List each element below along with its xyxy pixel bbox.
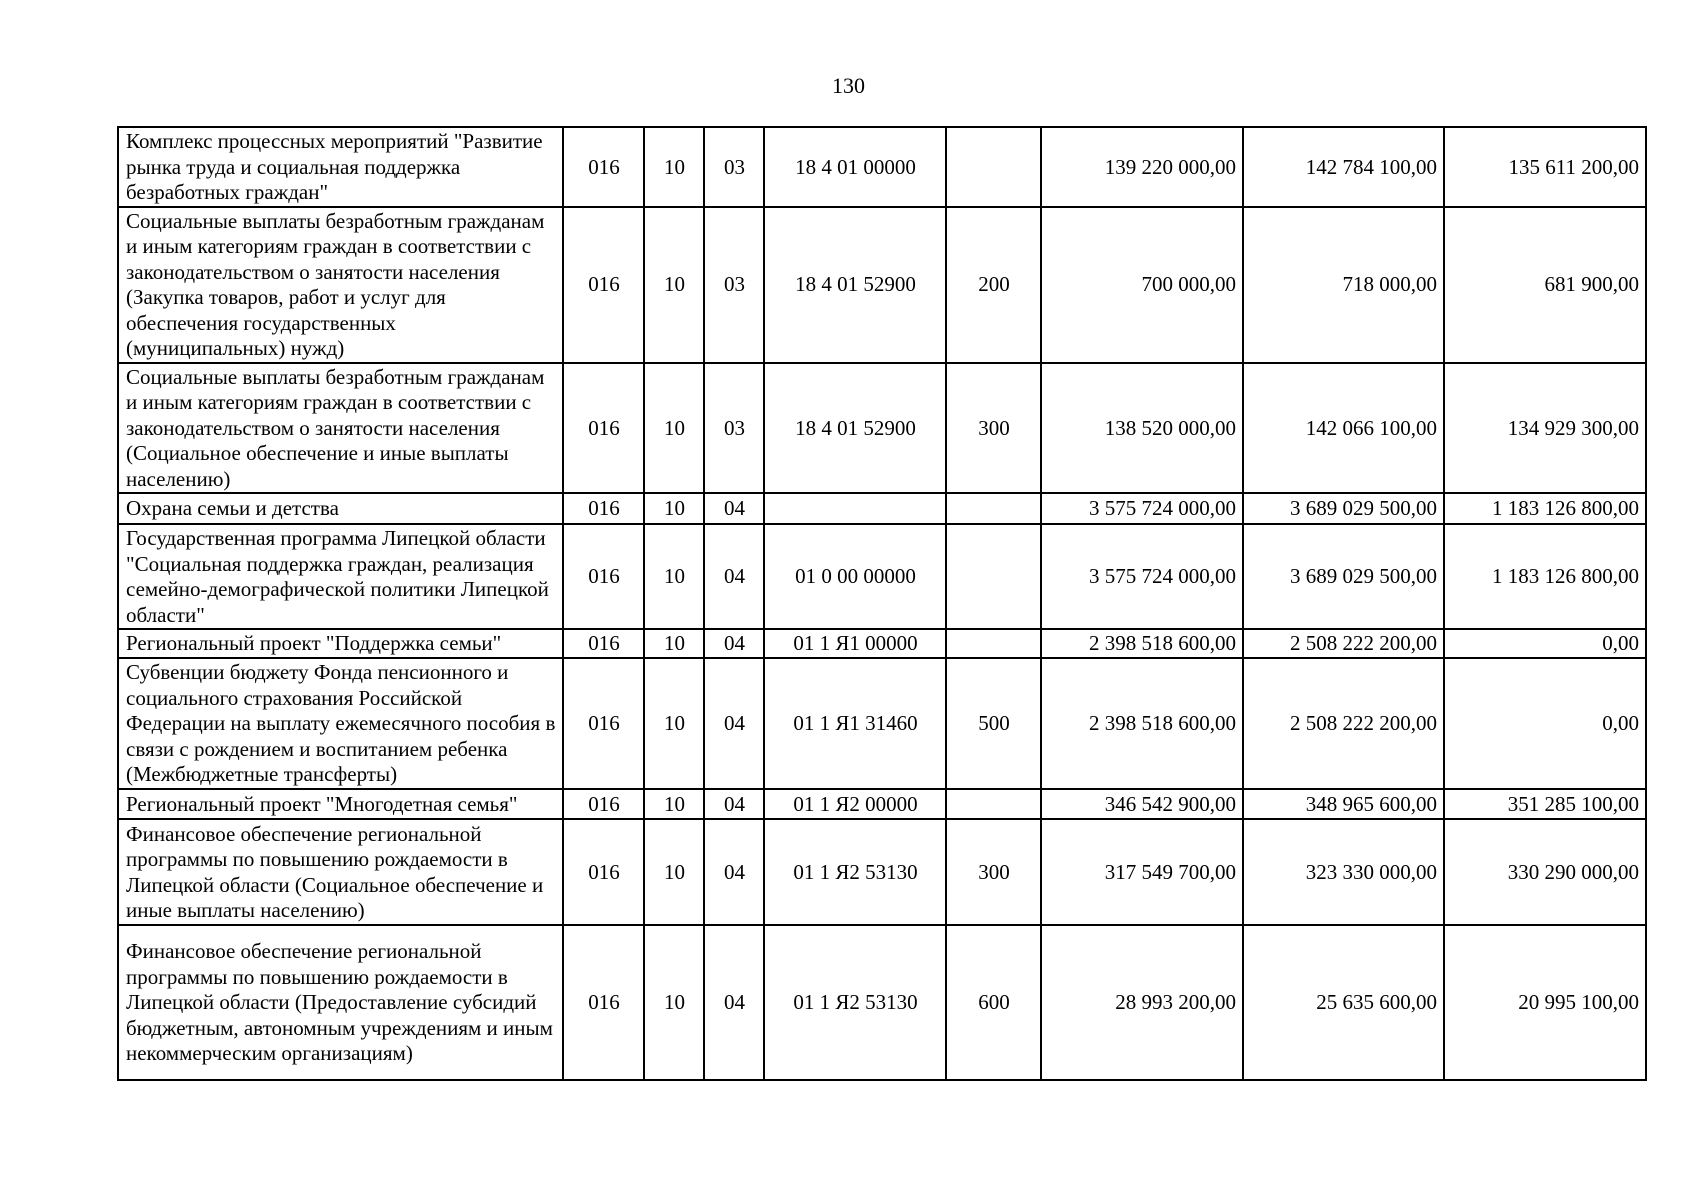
section-code: 10: [644, 127, 704, 207]
row-name: Социальные выплаты безработным гражданам и иным категориям граждан в соответствии с законодательством о занятости населения (Социальное обеспечение и иные выплаты населению): [118, 363, 563, 494]
amount-col-1: 700 000,00: [1041, 207, 1243, 363]
section-code: 10: [644, 789, 704, 819]
subsection-code: 04: [704, 658, 764, 789]
amount-col-2: 3 689 029 500,00: [1243, 524, 1444, 629]
amount-col-1: 3 575 724 000,00: [1041, 524, 1243, 629]
amount-col-3: 20 995 100,00: [1444, 925, 1646, 1080]
amount-col-1: 139 220 000,00: [1041, 127, 1243, 207]
target-code: 01 1 Я1 31460: [764, 658, 946, 789]
amount-col-2: 142 066 100,00: [1243, 363, 1444, 494]
row-name: Региональный проект "Поддержка семьи": [118, 629, 563, 658]
target-code: 01 1 Я1 00000: [764, 629, 946, 658]
amount-col-3: 351 285 100,00: [1444, 789, 1646, 819]
row-name: Охрана семьи и детства: [118, 493, 563, 524]
section-code: 10: [644, 629, 704, 658]
amount-col-3: 134 929 300,00: [1444, 363, 1646, 494]
table-row: [118, 819, 1646, 925]
table-row: [118, 524, 1646, 629]
ministry-code: 016: [563, 789, 644, 819]
amount-col-1: 28 993 200,00: [1041, 925, 1243, 1080]
table-row: [118, 493, 1646, 524]
amount-col-1: 317 549 700,00: [1041, 819, 1243, 925]
expense-type-code: [946, 524, 1041, 629]
expense-type-code: 600: [946, 925, 1041, 1080]
expense-type-code: 500: [946, 658, 1041, 789]
row-name: Субвенции бюджету Фонда пенсионного и социального страхования Российской Федерации на выплату ежемесячного пособия в связи с рождением и воспитанием ребенка (Межбюджетные трансферты): [118, 658, 563, 789]
amount-col-2: 323 330 000,00: [1243, 819, 1444, 925]
amount-col-3: 330 290 000,00: [1444, 819, 1646, 925]
amount-col-2: 2 508 222 200,00: [1243, 629, 1444, 658]
section-code: 10: [644, 658, 704, 789]
amount-col-2: 718 000,00: [1243, 207, 1444, 363]
target-code: 18 4 01 52900: [764, 207, 946, 363]
amount-col-2: 25 635 600,00: [1243, 925, 1444, 1080]
amount-col-3: 0,00: [1444, 658, 1646, 789]
amount-col-2: 142 784 100,00: [1243, 127, 1444, 207]
table-row: [118, 127, 1646, 207]
ministry-code: 016: [563, 629, 644, 658]
amount-col-3: 135 611 200,00: [1444, 127, 1646, 207]
expense-type-code: [946, 493, 1041, 524]
row-name: Финансовое обеспечение региональной программы по повышению рождаемости в Липецкой области (Предоставление субсидий бюджетным, автономным учреждениям и иным некоммерческим организациям): [118, 925, 563, 1080]
row-name: Комплекс процессных мероприятий "Развитие рынка труда и социальная поддержка безработных граждан": [118, 127, 563, 207]
target-code: 18 4 01 52900: [764, 363, 946, 494]
amount-col-3: 0,00: [1444, 629, 1646, 658]
amount-col-1: 138 520 000,00: [1041, 363, 1243, 494]
amount-col-2: 2 508 222 200,00: [1243, 658, 1444, 789]
amount-col-3: 681 900,00: [1444, 207, 1646, 363]
amount-col-1: 3 575 724 000,00: [1041, 493, 1243, 524]
subsection-code: 03: [704, 207, 764, 363]
table-row: [118, 925, 1646, 1080]
target-code: 01 0 00 00000: [764, 524, 946, 629]
row-name: Финансовое обеспечение региональной программы по повышению рождаемости в Липецкой области (Социальное обеспечение и иные выплаты населению): [118, 819, 563, 925]
table-row: [118, 629, 1646, 658]
amount-col-1: 2 398 518 600,00: [1041, 658, 1243, 789]
table-body: [118, 127, 1646, 1080]
target-code: [764, 493, 946, 524]
target-code: 18 4 01 00000: [764, 127, 946, 207]
amount-col-2: 3 689 029 500,00: [1243, 493, 1444, 524]
section-code: 10: [644, 493, 704, 524]
page-number: 130: [832, 73, 865, 98]
table-row: [118, 363, 1646, 494]
ministry-code: 016: [563, 207, 644, 363]
row-name: Региональный проект "Многодетная семья": [118, 789, 563, 819]
expense-type-code: 200: [946, 207, 1041, 363]
amount-col-1: 2 398 518 600,00: [1041, 629, 1243, 658]
subsection-code: 03: [704, 127, 764, 207]
ministry-code: 016: [563, 493, 644, 524]
expense-type-code: 300: [946, 819, 1041, 925]
table-row: [118, 207, 1646, 363]
subsection-code: 04: [704, 819, 764, 925]
target-code: 01 1 Я2 53130: [764, 925, 946, 1080]
target-code: 01 1 Я2 00000: [764, 789, 946, 819]
amount-col-3: 1 183 126 800,00: [1444, 493, 1646, 524]
ministry-code: 016: [563, 363, 644, 494]
subsection-code: 04: [704, 629, 764, 658]
section-code: 10: [644, 925, 704, 1080]
subsection-code: 04: [704, 524, 764, 629]
row-name: Государственная программа Липецкой области "Социальная поддержка граждан, реализация семейно-демографической политики Липецкой области": [118, 524, 563, 629]
expense-type-code: 300: [946, 363, 1041, 494]
amount-col-3: 1 183 126 800,00: [1444, 524, 1646, 629]
target-code: 01 1 Я2 53130: [764, 819, 946, 925]
ministry-code: 016: [563, 658, 644, 789]
amount-col-1: 346 542 900,00: [1041, 789, 1243, 819]
section-code: 10: [644, 524, 704, 629]
ministry-code: 016: [563, 925, 644, 1080]
subsection-code: 03: [704, 363, 764, 494]
subsection-code: 04: [704, 925, 764, 1080]
row-name: Социальные выплаты безработным гражданам и иным категориям граждан в соответствии с законодательством о занятости населения (Закупка товаров, работ и услуг для обеспечения государственных (муниципальных) нужд): [118, 207, 563, 363]
table-row: [118, 789, 1646, 819]
ministry-code: 016: [563, 819, 644, 925]
section-code: 10: [644, 363, 704, 494]
subsection-code: 04: [704, 789, 764, 819]
ministry-code: 016: [563, 524, 644, 629]
ministry-code: 016: [563, 127, 644, 207]
section-code: 10: [644, 207, 704, 363]
expense-type-code: [946, 629, 1041, 658]
expense-type-code: [946, 789, 1041, 819]
section-code: 10: [644, 819, 704, 925]
budget-table: [117, 126, 1647, 1081]
expense-type-code: [946, 127, 1041, 207]
table-row: [118, 658, 1646, 789]
amount-col-2: 348 965 600,00: [1243, 789, 1444, 819]
subsection-code: 04: [704, 493, 764, 524]
